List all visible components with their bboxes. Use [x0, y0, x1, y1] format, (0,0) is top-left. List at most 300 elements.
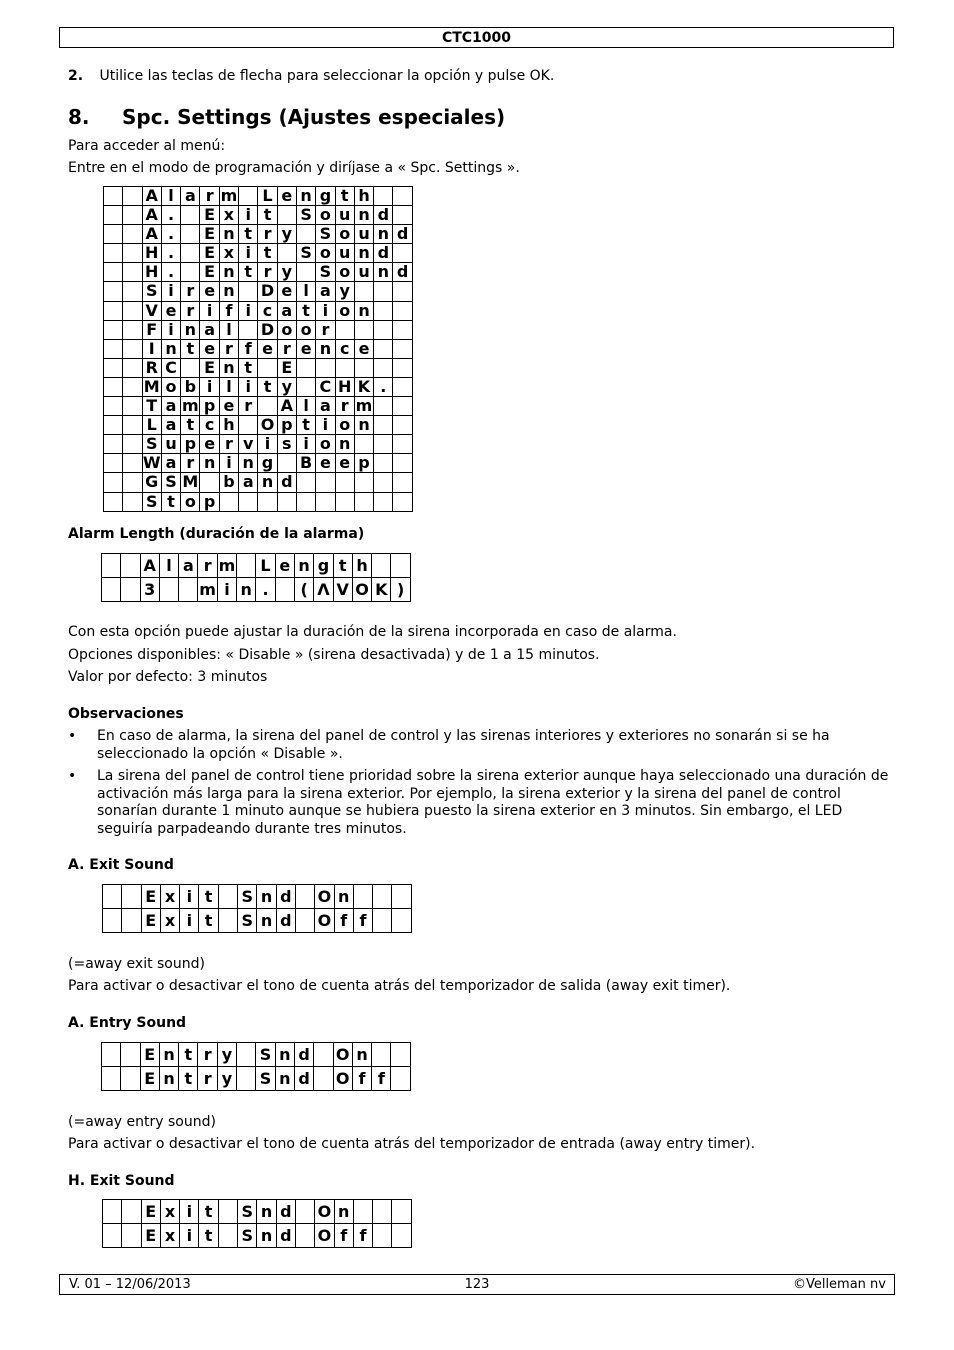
lcd-cell: [393, 244, 412, 263]
lcd-cell: a: [200, 320, 219, 339]
lcd-row: [104, 492, 413, 511]
lcd-cell: n: [354, 301, 373, 320]
lcd-cell: [104, 187, 123, 206]
lcd-cell: i: [316, 416, 335, 435]
lcd-cell: [104, 301, 123, 320]
lcd-cell: p: [354, 454, 373, 473]
lcd-cell: [277, 244, 296, 263]
lcd-cell: x: [160, 909, 179, 933]
lcd-cell: u: [161, 435, 180, 454]
lcd-cell: l: [296, 282, 315, 301]
lcd-cell: [275, 578, 294, 602]
lcd-cell: [122, 1200, 141, 1224]
lcd-cell: S: [256, 1067, 275, 1091]
a-entry-desc: Para activar o desactivar el tono de cuenta atrás del temporizador de entrada (away entry timer).: [68, 1136, 756, 1152]
lcd-row: [102, 1043, 411, 1067]
lcd-cell: [121, 554, 140, 578]
lcd-cell: [218, 909, 237, 933]
lcd-cell: e: [277, 282, 296, 301]
lcd-cell: a: [161, 454, 180, 473]
lcd-row: [104, 416, 413, 435]
lcd-cell: [103, 1200, 122, 1224]
h-exit-heading: H. Exit Sound: [68, 1173, 175, 1189]
lcd-cell: [295, 885, 314, 909]
lcd-cell: [374, 320, 393, 339]
lcd-cell: [374, 397, 393, 416]
lcd-cell: x: [160, 1224, 179, 1248]
lcd-cell: [295, 1224, 314, 1248]
lcd-cell: [373, 1200, 392, 1224]
lcd-cell: [239, 492, 258, 511]
lcd-cell: i: [217, 578, 236, 602]
lcd-cell: A: [140, 554, 159, 578]
lcd-cell: n: [239, 454, 258, 473]
lcd-cell: [277, 492, 296, 511]
lcd-cell: [373, 1224, 392, 1248]
lcd-cell: [373, 885, 392, 909]
lcd-cell: d: [374, 206, 393, 225]
lcd-cell: e: [161, 301, 180, 320]
lcd-cell: r: [219, 435, 238, 454]
lcd-row: [104, 282, 413, 301]
bullet-icon: •: [68, 768, 77, 784]
lcd-cell: a: [316, 282, 335, 301]
lcd-cell: n: [257, 1224, 276, 1248]
lcd-cell: n: [275, 1043, 294, 1067]
lcd-cell: S: [296, 244, 315, 263]
lcd-cell: [104, 320, 123, 339]
lcd-cell: H: [335, 377, 354, 396]
lcd-cell: t: [161, 492, 180, 511]
lcd-cell: i: [180, 1224, 199, 1248]
lcd-cell: t: [239, 358, 258, 377]
lcd-cell: d: [276, 1224, 295, 1248]
lcd-cell: i: [239, 377, 258, 396]
lcd-cell: a: [277, 301, 296, 320]
lcd-cell: o: [335, 416, 354, 435]
intro-line-2: Entre en el modo de programación y diríjase a « Spc. Settings ».: [68, 160, 520, 176]
lcd-cell: e: [316, 454, 335, 473]
lcd-cell: n: [219, 282, 238, 301]
lcd-cell: O: [315, 909, 334, 933]
lcd-cell: n: [219, 263, 238, 282]
footer-copyright: ©Velleman nv: [792, 1277, 886, 1292]
lcd-cell: [123, 416, 142, 435]
lcd-cell: [393, 377, 412, 396]
lcd-cell: [123, 358, 142, 377]
lcd-cell: u: [335, 206, 354, 225]
lcd-cell: d: [294, 1043, 313, 1067]
lcd-a-entry-sound: [101, 1042, 411, 1091]
lcd-cell: a: [316, 397, 335, 416]
lcd-cell: o: [296, 320, 315, 339]
lcd-cell: [239, 187, 258, 206]
lcd-cell: n: [354, 206, 373, 225]
lcd-cell: m: [198, 578, 217, 602]
lcd-cell: e: [200, 339, 219, 358]
lcd-cell: g: [258, 454, 277, 473]
lcd-row: [104, 263, 413, 282]
lcd-cell: i: [200, 377, 219, 396]
lcd-cell: [239, 416, 258, 435]
lcd-cell: n: [294, 554, 313, 578]
lcd-row: [104, 358, 413, 377]
lcd-cell: o: [316, 244, 335, 263]
lcd-cell: e: [200, 282, 219, 301]
bullet-icon: •: [68, 728, 77, 744]
note-text: La sirena del panel de control tiene prioridad sobre la sirena exterior aunque haya seleccionado una duración de activación más larga para la sirena exterior. Por ejemplo, la sirena exterior y la sirena del panel de control sonarían durante 1 minuto aunque se hubiera puesto la sirena exterior en 3 minutos. Sin embargo, el LED seguiría parpadeando durante tres minutos.: [97, 768, 889, 837]
lcd-cell: [392, 1224, 411, 1248]
lcd-cell: [258, 397, 277, 416]
lcd-cell: [159, 578, 178, 602]
lcd-cell: [393, 358, 412, 377]
lcd-cell: v: [239, 435, 258, 454]
lcd-cell: [393, 339, 412, 358]
lcd-cell: [374, 282, 393, 301]
lcd-cell: h: [354, 187, 373, 206]
lcd-cell: p: [200, 492, 219, 511]
lcd-cell: [393, 397, 412, 416]
lcd-cell: l: [159, 554, 178, 578]
lcd-cell: S: [238, 909, 257, 933]
lcd-cell: [374, 435, 393, 454]
lcd-cell: [102, 1043, 121, 1067]
lcd-cell: M: [182, 472, 199, 492]
lcd-cell: a: [161, 416, 180, 435]
lcd-cell: t: [199, 885, 218, 909]
lcd-cell: r: [181, 282, 200, 301]
lcd-cell: [296, 263, 315, 282]
lcd-cell: [314, 1043, 333, 1067]
lcd-cell: i: [239, 301, 258, 320]
lcd-cell: t: [258, 377, 277, 396]
note-item-2: [68, 768, 898, 838]
lcd-cell: u: [354, 263, 373, 282]
lcd-cell: S: [238, 885, 257, 909]
lcd-cell: o: [335, 263, 354, 282]
lcd-cell: d: [393, 225, 412, 244]
notes-heading: Observaciones: [68, 706, 184, 722]
lcd-cell: A: [142, 206, 161, 225]
lcd-cell: [374, 492, 393, 511]
lcd-cell: t: [258, 206, 277, 225]
lcd-cell: [181, 263, 200, 282]
lcd-cell: C: [316, 377, 335, 396]
lcd-cell: .: [161, 244, 180, 263]
lcd-cell: [353, 885, 372, 909]
lcd-cell: [104, 244, 123, 263]
lcd-cell: [374, 339, 393, 358]
lcd-cell: e: [335, 454, 354, 473]
lcd-cell: [102, 554, 121, 578]
lcd-cell: A: [142, 225, 161, 244]
lcd-cell: a: [179, 554, 198, 578]
lcd-cell: d: [393, 263, 412, 282]
lcd-cell: [104, 263, 123, 282]
lcd-cell: n: [352, 1043, 371, 1067]
lcd-cell: [104, 358, 123, 377]
lcd-cell: x: [219, 244, 238, 263]
lcd-cell: i: [180, 909, 199, 933]
lcd-row: [104, 435, 413, 454]
lcd-cell: p: [200, 397, 219, 416]
lcd-cell: [104, 435, 123, 454]
lcd-cell: x: [219, 206, 238, 225]
lcd-cell: [258, 358, 277, 377]
lcd-cell: S: [238, 1224, 257, 1248]
step-2: [68, 68, 554, 84]
lcd-cell: [123, 225, 142, 244]
lcd-cell: [121, 578, 140, 602]
lcd-cell: [237, 554, 256, 578]
lcd-cell: e: [354, 339, 373, 358]
lcd-cell: [392, 885, 411, 909]
lcd-cell: e: [275, 554, 294, 578]
lcd-cell: [296, 225, 315, 244]
lcd-cell: K: [372, 578, 391, 602]
lcd-cell: r: [198, 1043, 217, 1067]
lcd-cell: E: [200, 206, 219, 225]
lcd-cell: d: [276, 885, 295, 909]
lcd-row: [103, 885, 412, 909]
lcd-cell: [181, 244, 200, 263]
step-number: 2.: [68, 68, 84, 84]
section-number: 8.: [68, 105, 90, 129]
lcd-cell: [104, 206, 123, 225]
lcd-cell: n: [374, 263, 393, 282]
lcd-cell: [239, 320, 258, 339]
lcd-cell: [123, 435, 142, 454]
lcd-cell: n: [316, 339, 335, 358]
lcd-cell: n: [219, 225, 238, 244]
lcd-cell: r: [258, 263, 277, 282]
lcd-cell: a: [181, 187, 200, 206]
a-exit-note: (=away exit sound): [68, 956, 205, 972]
lcd-cell: [354, 282, 373, 301]
lcd-row: [102, 554, 411, 578]
lcd-cell: [354, 435, 373, 454]
lcd-cell: [393, 492, 412, 511]
lcd-cell: [123, 320, 142, 339]
lcd-cell: E: [200, 358, 219, 377]
a-exit-desc: Para activar o desactivar el tono de cuenta atrás del temporizador de salida (away exit timer).: [68, 978, 731, 994]
lcd-cell: g: [314, 554, 333, 578]
lcd-row: [103, 1200, 412, 1224]
lcd-cell: r: [239, 397, 258, 416]
lcd-cell: R: [142, 358, 161, 377]
lcd-cell: [104, 225, 123, 244]
lcd-cell: d: [277, 473, 296, 492]
a-exit-heading: A. Exit Sound: [68, 857, 174, 873]
lcd-cell: [374, 416, 393, 435]
lcd-cell: i: [316, 301, 335, 320]
lcd-cell: n: [219, 358, 238, 377]
lcd-cell: t: [179, 1067, 198, 1091]
lcd-cell: [393, 320, 412, 339]
lcd-cell: t: [239, 263, 258, 282]
lcd-cell: S: [142, 282, 161, 301]
lcd-cell: f: [353, 1224, 372, 1248]
lcd-row: [104, 244, 413, 263]
lcd-cell: [200, 473, 219, 492]
lcd-cell: M: [143, 377, 160, 396]
lcd-cell: L: [258, 187, 277, 206]
a-entry-note: (=away entry sound): [68, 1114, 216, 1130]
lcd-cell: A: [142, 187, 161, 206]
lcd-cell: [258, 492, 277, 511]
lcd-cell: [237, 1067, 256, 1091]
lcd-cell: r: [316, 320, 335, 339]
lcd-cell: n: [257, 1200, 276, 1224]
lcd-cell: H: [142, 244, 161, 263]
lcd-cell: [373, 909, 392, 933]
lcd-cell: I: [142, 339, 161, 358]
lcd-cell: W: [142, 453, 161, 473]
lcd-cell: L: [256, 554, 275, 578]
lcd-cell: u: [354, 225, 373, 244]
lcd-cell: S: [161, 473, 180, 492]
lcd-cell: [123, 244, 142, 263]
lcd-cell: O: [315, 1224, 334, 1248]
lcd-cell: [354, 473, 373, 492]
lcd-cell: [239, 282, 258, 301]
lcd-cell: E: [200, 225, 219, 244]
lcd-cell: n: [275, 1067, 294, 1091]
lcd-cell: r: [198, 1067, 217, 1091]
lcd-cell: [296, 492, 315, 511]
lcd-cell: [391, 1067, 410, 1091]
lcd-cell: o: [161, 377, 180, 396]
lcd-cell: l: [219, 377, 238, 396]
lcd-cell: Λ: [314, 578, 333, 602]
lcd-cell: [372, 554, 391, 578]
lcd-cell: [123, 377, 142, 396]
lcd-cell: [104, 339, 123, 358]
lcd-cell: i: [239, 206, 258, 225]
lcd-cell: e: [219, 397, 238, 416]
lcd-cell: t: [199, 1200, 218, 1224]
lcd-cell: [123, 301, 142, 320]
lcd-cell: (: [294, 578, 313, 602]
lcd-cell: ): [391, 578, 410, 602]
lcd-cell: D: [258, 320, 277, 339]
lcd-cell: [374, 301, 393, 320]
lcd-cell: m: [220, 186, 238, 205]
lcd-cell: L: [142, 416, 161, 435]
lcd-cell: [277, 454, 296, 473]
lcd-cell: a: [239, 473, 258, 492]
lcd-cell: A: [277, 397, 296, 416]
lcd-row: [104, 397, 413, 416]
lcd-cell: o: [316, 435, 335, 454]
lcd-cell: [393, 435, 412, 454]
lcd-cell: [218, 885, 237, 909]
lcd-cell: [392, 1200, 411, 1224]
lcd-cell: [123, 473, 142, 492]
lcd-cell: S: [142, 435, 161, 454]
lcd-cell: [391, 1043, 410, 1067]
note-item-1: [68, 728, 898, 763]
lcd-cell: [121, 1043, 140, 1067]
lcd-cell: [392, 909, 411, 933]
lcd-cell: t: [296, 301, 315, 320]
lcd-cell: [123, 397, 142, 416]
lcd-cell: [102, 578, 121, 602]
lcd-row: [104, 320, 413, 339]
lcd-cell: t: [199, 1224, 218, 1248]
lcd-cell: n: [374, 225, 393, 244]
lcd-cell: i: [258, 435, 277, 454]
lcd-cell: O: [315, 885, 334, 909]
lcd-cell: O: [352, 578, 371, 602]
lcd-cell: [316, 492, 335, 511]
lcd-cell: [316, 358, 335, 377]
lcd-cell: g: [316, 187, 335, 206]
lcd-row: [102, 578, 411, 602]
lcd-cell: [104, 416, 123, 435]
lcd-cell: o: [181, 492, 200, 511]
lcd-cell: S: [316, 225, 335, 244]
alarm-length-heading: Alarm Length (duración de la alarma): [68, 526, 365, 542]
lcd-cell: y: [335, 282, 354, 301]
lcd-cell: f: [353, 909, 372, 933]
lcd-menu-grid: [103, 186, 413, 512]
lcd-cell: [104, 473, 123, 492]
lcd-cell: m: [182, 396, 199, 416]
lcd-cell: r: [277, 339, 296, 358]
lcd-cell: f: [239, 339, 258, 358]
lcd-cell: o: [277, 320, 296, 339]
lcd-cell: [123, 454, 142, 473]
lcd-cell: S: [238, 1200, 257, 1224]
lcd-cell: [181, 225, 200, 244]
lcd-cell: n: [181, 320, 200, 339]
lcd-cell: h: [352, 554, 371, 578]
lcd-row: [104, 377, 413, 396]
lcd-cell: n: [200, 454, 219, 473]
lcd-cell: [123, 492, 142, 511]
lcd-cell: E: [141, 909, 160, 933]
lcd-cell: e: [200, 435, 219, 454]
lcd-cell: l: [219, 320, 238, 339]
lcd-cell: l: [161, 187, 180, 206]
lcd-cell: m: [355, 396, 373, 416]
lcd-cell: V: [142, 301, 161, 320]
lcd-cell: [295, 909, 314, 933]
lcd-cell: i: [161, 320, 180, 339]
doc-title: CTC1000: [441, 30, 512, 46]
lcd-row: [102, 1067, 411, 1091]
lcd-cell: n: [257, 909, 276, 933]
lcd-cell: n: [334, 1200, 353, 1224]
lcd-cell: f: [219, 301, 238, 320]
lcd-cell: t: [181, 339, 200, 358]
lcd-cell: r: [198, 554, 217, 578]
lcd-cell: [316, 473, 335, 492]
lcd-cell: p: [181, 435, 200, 454]
lcd-cell: V: [333, 578, 352, 602]
lcd-cell: [393, 301, 412, 320]
lcd-cell: [374, 454, 393, 473]
lcd-cell: [393, 416, 412, 435]
lcd-cell: t: [239, 225, 258, 244]
lcd-cell: b: [181, 377, 200, 396]
lcd-cell: h: [219, 416, 238, 435]
lcd-cell: t: [181, 416, 200, 435]
lcd-cell: O: [258, 416, 277, 435]
lcd-cell: [104, 492, 123, 511]
lcd-cell: t: [333, 554, 352, 578]
